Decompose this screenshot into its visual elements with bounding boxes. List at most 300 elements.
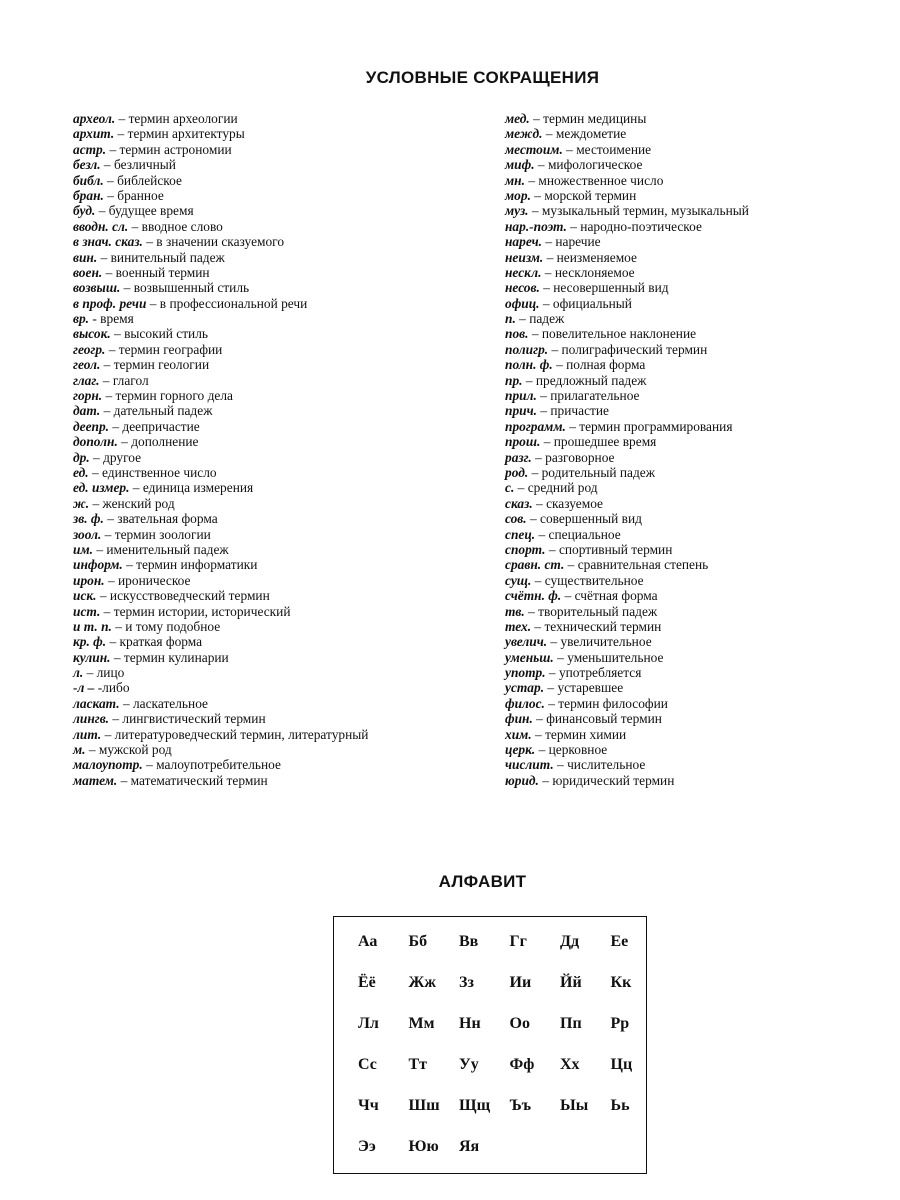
abbreviation-entry	[73, 357, 463, 372]
abbreviation-entry	[73, 203, 463, 218]
abbreviation-entry	[73, 496, 463, 511]
abbreviation-definition: – юридический термин	[538, 772, 675, 788]
abbreviation-entry	[505, 696, 895, 711]
abbreviation-entry	[505, 188, 895, 203]
abbreviation-definition: – существительное	[531, 572, 644, 588]
abbreviation-entry	[505, 604, 895, 619]
abbreviation-definition: – прошедшее время	[540, 434, 657, 450]
abbreviation-definition: – родительный падеж	[528, 464, 655, 480]
abbreviation-term: числит.	[505, 757, 554, 773]
abbreviation-term: в знач. сказ.	[73, 234, 143, 250]
abbreviation-term: неизм.	[505, 249, 544, 265]
abbreviation-definition: – официальный	[539, 295, 632, 311]
abbreviation-term: и т. п.	[73, 618, 112, 634]
abbreviation-term: ед.	[73, 464, 89, 480]
abbreviation-entry	[73, 604, 463, 619]
alphabet-letter: Вв	[459, 933, 479, 950]
abbreviation-definition: – неизменяемое	[543, 249, 637, 265]
alphabet-letter: Ээ	[358, 1138, 376, 1155]
abbreviation-term: л.	[73, 665, 84, 681]
abbreviation-definition: – местоимение	[562, 141, 652, 157]
abbreviation-entry	[73, 757, 463, 772]
abbreviation-definition: – термин архитектуры	[114, 126, 245, 142]
alphabet-letter: Аа	[358, 933, 378, 950]
abbreviation-entry	[505, 450, 895, 465]
abbreviation-entry	[73, 773, 463, 788]
alphabet-letter: Нн	[459, 1015, 481, 1032]
abbreviation-definition: – финансовый термин	[532, 711, 662, 727]
abbreviation-entry	[73, 234, 463, 249]
abbreviation-entry	[505, 557, 895, 572]
abbreviation-entry	[73, 742, 463, 757]
abbreviation-entry	[73, 588, 463, 603]
abbreviation-entry	[505, 342, 895, 357]
abbreviation-entry	[505, 403, 895, 418]
abbreviation-definition: – военный термин	[102, 264, 210, 280]
abbreviation-definition: – термин горного дела	[102, 388, 233, 404]
abbreviation-term: информ.	[73, 557, 123, 573]
abbreviation-definition: – устаревшее	[544, 680, 624, 696]
abbreviation-definition: – термин археологии	[115, 111, 238, 126]
abbreviation-definition: – возвышенный стиль	[120, 280, 250, 296]
abbreviation-entry	[505, 157, 895, 172]
abbreviation-entry	[505, 573, 895, 588]
alphabet-letter: Ии	[509, 974, 532, 991]
abbreviation-definition: – термин медицины	[529, 111, 647, 126]
abbreviation-entry	[505, 311, 895, 326]
abbreviation-term: иск.	[73, 588, 97, 604]
abbreviation-entry	[73, 265, 463, 280]
alphabet-letter: Хх	[560, 1056, 580, 1073]
alphabet-letter: Фф	[509, 1056, 535, 1073]
abbreviation-entry	[505, 634, 895, 649]
abbreviations-left-column	[73, 111, 463, 788]
abbreviation-term: дополн.	[73, 434, 118, 450]
alphabet-letter: Оо	[509, 1015, 530, 1032]
abbreviation-term: лингв.	[73, 711, 110, 727]
abbreviation-term: употр.	[505, 665, 546, 681]
abbreviation-term: местоим.	[505, 141, 563, 157]
alphabet-letter: Зз	[459, 974, 474, 991]
abbreviation-definition: – лицо	[83, 665, 125, 681]
abbreviation-term: устар.	[505, 680, 545, 696]
abbreviation-definition: – термин географии	[105, 341, 223, 357]
abbreviation-definition: – единственное число	[88, 464, 217, 480]
alphabet-letter: Цц	[610, 1056, 633, 1073]
abbreviation-entry	[505, 527, 895, 542]
abbreviation-term: офиц.	[505, 295, 540, 311]
abbreviations-title: УСЛОВНЫЕ СОКРАЩЕНИЯ	[365, 68, 600, 87]
abbreviation-entry	[73, 388, 463, 403]
abbreviation-entry	[505, 373, 895, 388]
abbreviation-definition: – другое	[89, 449, 142, 465]
abbreviation-definition: – совершенный вид	[526, 511, 642, 527]
abbreviations-right-column	[505, 111, 895, 788]
abbreviation-entry	[73, 557, 463, 572]
abbreviation-term: муз.	[505, 203, 529, 219]
abbreviation-definition: – полная форма	[552, 357, 646, 373]
abbreviation-term: прил.	[505, 388, 537, 404]
alphabet-letter: Уу	[459, 1056, 479, 1073]
abbreviation-term: межд.	[505, 126, 543, 142]
alphabet-letter: Йй	[560, 974, 582, 991]
abbreviation-definition: - время	[89, 311, 134, 327]
abbreviation-term: матем.	[73, 772, 118, 788]
abbreviation-definition: – повелительное наклонение	[528, 326, 697, 342]
abbreviation-entry	[505, 650, 895, 665]
abbreviation-term: фин.	[505, 711, 533, 727]
abbreviation-term: мед.	[505, 111, 530, 126]
abbreviation-definition: – библейское	[103, 172, 182, 188]
abbreviation-entry	[73, 280, 463, 295]
abbreviation-definition: – междометие	[542, 126, 627, 142]
abbreviation-term: спорт.	[505, 541, 546, 557]
abbreviation-definition: – деепричастие	[109, 418, 200, 434]
abbreviation-term: др.	[73, 449, 90, 465]
abbreviation-entry	[505, 773, 895, 788]
abbreviation-definition: – математический термин	[117, 772, 268, 788]
abbreviation-term: вводн. сл.	[73, 218, 129, 234]
alphabet-letter: Ьь	[610, 1097, 630, 1114]
abbreviation-term: возвыш.	[73, 280, 121, 296]
abbreviation-definition: – ласкательное	[119, 695, 209, 711]
alphabet-letter: Гг	[509, 933, 527, 950]
abbreviation-term: программ.	[505, 418, 566, 434]
abbreviation-term: юрид.	[505, 772, 539, 788]
alphabet-letter: Бб	[408, 933, 428, 950]
abbreviation-term: -л –	[73, 680, 95, 696]
abbreviation-term: малоупотр.	[73, 757, 143, 773]
abbreviation-entry	[505, 496, 895, 511]
abbreviation-definition: – термин зоологии	[101, 526, 211, 542]
abbreviation-entry	[73, 126, 463, 141]
abbreviation-term: нареч.	[505, 234, 542, 250]
abbreviation-definition: – уменьшительное	[553, 649, 664, 665]
abbreviation-entry	[73, 711, 463, 726]
abbreviation-term: счётн. ф.	[505, 588, 562, 604]
abbreviation-entry	[73, 527, 463, 542]
abbreviation-entry	[505, 265, 895, 280]
abbreviation-term: дат.	[73, 403, 101, 419]
abbreviation-term: вин.	[73, 249, 98, 265]
abbreviation-term: хим.	[505, 726, 532, 742]
abbreviation-term: зв. ф.	[73, 511, 104, 527]
abbreviation-definition: – в значении сказуемого	[142, 234, 285, 250]
abbreviation-definition: -либо	[94, 680, 130, 696]
abbreviation-term: воен.	[73, 264, 103, 280]
abbreviation-entry	[505, 588, 895, 603]
abbreviation-definition: – сказуемое	[532, 495, 603, 511]
abbreviation-entry	[73, 142, 463, 157]
alphabet-letter: Яя	[459, 1138, 480, 1155]
abbreviation-entry	[73, 250, 463, 265]
abbreviation-entry	[73, 619, 463, 634]
abbreviation-entry	[505, 111, 895, 126]
abbreviation-entry	[73, 727, 463, 742]
abbreviation-term: филос.	[505, 695, 545, 711]
abbreviation-term: сов.	[505, 511, 527, 527]
abbreviation-term: увелич.	[505, 634, 548, 650]
abbreviation-entry	[73, 634, 463, 649]
abbreviation-definition: – мужской род	[85, 742, 172, 758]
abbreviation-term: ед. измер.	[73, 480, 130, 496]
alphabet-letter: Ёё	[358, 974, 376, 991]
abbreviation-definition: – единица измерения	[129, 480, 254, 496]
abbreviation-definition: – прилагательное	[536, 388, 640, 404]
abbreviation-entry	[505, 234, 895, 249]
abbreviation-term: род.	[505, 464, 529, 480]
alphabet-letter: Щщ	[459, 1097, 491, 1114]
abbreviation-entry	[505, 296, 895, 311]
abbreviation-definition: – творительный падеж	[524, 603, 658, 619]
abbreviation-definition: – ироническое	[104, 572, 191, 588]
abbreviation-definition: – термин программирования	[565, 418, 733, 434]
abbreviation-term: пов.	[505, 326, 529, 342]
abbreviation-entry	[505, 142, 895, 157]
abbreviation-term: ирон.	[73, 572, 105, 588]
alphabet-letter: Мм	[408, 1015, 435, 1032]
abbreviation-entry	[505, 388, 895, 403]
abbreviation-entry	[505, 419, 895, 434]
abbreviation-definition: – термин философии	[544, 695, 668, 711]
abbreviation-term: м.	[73, 742, 86, 758]
abbreviation-entry	[505, 280, 895, 295]
abbreviation-term: уменьш.	[505, 649, 554, 665]
abbreviation-entry	[73, 157, 463, 172]
abbreviation-term: тв.	[505, 603, 525, 619]
abbreviation-entry	[73, 650, 463, 665]
abbreviation-entry	[73, 342, 463, 357]
abbreviation-definition: – падеж	[515, 311, 565, 327]
abbreviation-entry	[505, 680, 895, 695]
abbreviation-entry	[73, 403, 463, 418]
abbreviation-term: кр. ф.	[73, 634, 107, 650]
abbreviation-definition: – термин химии	[531, 726, 627, 742]
abbreviation-definition: – причастие	[536, 403, 609, 419]
abbreviation-definition: – спортивный термин	[545, 541, 673, 557]
abbreviation-entry	[73, 373, 463, 388]
abbreviation-term: безл.	[73, 157, 101, 173]
abbreviation-definition: – морской термин	[530, 187, 637, 203]
abbreviation-entry	[505, 727, 895, 742]
abbreviation-entry	[73, 573, 463, 588]
alphabet-letter: Жж	[408, 974, 436, 991]
abbreviation-definition: – музыкальный термин, музыкальный	[528, 203, 749, 219]
abbreviation-term: буд.	[73, 203, 96, 219]
abbreviation-entry	[73, 188, 463, 203]
abbreviation-definition: – глагол	[99, 372, 149, 388]
abbreviation-entry	[505, 434, 895, 449]
abbreviation-entry	[73, 480, 463, 495]
abbreviation-entry	[505, 250, 895, 265]
abbreviation-term: бран.	[73, 187, 104, 203]
abbreviation-entry	[73, 450, 463, 465]
abbreviation-definition: – винительный падеж	[97, 249, 225, 265]
alphabet-letter: Рр	[610, 1015, 630, 1032]
abbreviation-definition: – малоупотребительное	[142, 757, 281, 773]
abbreviation-term: с.	[505, 480, 515, 496]
abbreviation-definition: – средний род	[514, 480, 598, 496]
abbreviation-entry	[73, 311, 463, 326]
abbreviation-entry	[505, 542, 895, 557]
abbreviation-entry	[73, 219, 463, 234]
alphabet-letter: Кк	[610, 974, 632, 991]
abbreviation-term: нескл.	[505, 264, 542, 280]
alphabet-letter: Юю	[408, 1138, 439, 1155]
abbreviation-entry	[73, 173, 463, 188]
abbreviation-definition: – именительный падеж	[92, 541, 229, 557]
abbreviation-definition: – искусствоведческий термин	[96, 588, 270, 604]
abbreviation-entry	[505, 511, 895, 526]
abbreviation-definition: – несовершенный вид	[539, 280, 669, 296]
abbreviation-term: несов.	[505, 280, 540, 296]
abbreviation-term: вр.	[73, 311, 90, 327]
abbreviation-term: библ.	[73, 172, 104, 188]
abbreviation-term: лит.	[73, 726, 102, 742]
abbreviation-entry	[505, 465, 895, 480]
abbreviation-entry	[505, 126, 895, 141]
abbreviation-definition: – лингвистический термин	[109, 711, 266, 727]
abbreviation-definition: – женский род	[89, 495, 175, 511]
abbreviation-term: в проф. речи	[73, 295, 147, 311]
abbreviation-term: нар.-поэт.	[505, 218, 567, 234]
abbreviation-definition: – разговорное	[531, 449, 615, 465]
abbreviation-definition: – и тому подобное	[111, 618, 221, 634]
abbreviation-entry	[73, 419, 463, 434]
abbreviation-definition: – звательная форма	[103, 511, 218, 527]
abbreviation-term: зоол.	[73, 526, 102, 542]
abbreviation-definition: – будущее время	[95, 203, 194, 219]
alphabet-letter: Шш	[408, 1097, 440, 1114]
abbreviation-definition: – специальное	[535, 526, 621, 542]
abbreviation-entry	[73, 465, 463, 480]
abbreviation-entry	[73, 680, 463, 695]
abbreviation-term: ласкат.	[73, 695, 120, 711]
abbreviation-definition: – счётная форма	[561, 588, 658, 604]
abbreviation-definition: – технический термин	[531, 618, 662, 634]
abbreviation-definition: – термин информатики	[122, 557, 258, 573]
abbreviation-definition: – дательный падеж	[100, 403, 213, 419]
abbreviation-definition: – термин кулинарии	[110, 649, 229, 665]
abbreviation-term: сказ.	[505, 495, 533, 511]
abbreviation-term: прош.	[505, 434, 541, 450]
abbreviation-term: глаг.	[73, 372, 100, 388]
abbreviation-term: полн. ф.	[505, 357, 553, 373]
alphabet-letter: Лл	[358, 1015, 379, 1032]
abbreviation-entry	[505, 619, 895, 634]
abbreviation-term: деепр.	[73, 418, 110, 434]
abbreviation-entry	[505, 219, 895, 234]
abbreviation-term: геогр.	[73, 341, 106, 357]
alphabet-letter: Дд	[560, 933, 580, 950]
abbreviation-definition: – народно-поэтическое	[566, 218, 702, 234]
alphabet-letter: Пп	[560, 1015, 582, 1032]
abbreviation-term: миф.	[505, 157, 535, 173]
abbreviation-entry	[505, 711, 895, 726]
abbreviation-definition: – термин геологии	[100, 357, 210, 373]
abbreviation-definition: – вводное слово	[128, 218, 223, 234]
abbreviation-entry	[505, 742, 895, 757]
abbreviation-entry	[73, 111, 463, 126]
alphabet-letter: Ыы	[560, 1097, 589, 1114]
abbreviation-term: полигр.	[505, 341, 549, 357]
abbreviation-entry	[505, 203, 895, 218]
abbreviation-term: ж.	[73, 495, 90, 511]
abbreviation-term: разг.	[505, 449, 532, 465]
alphabet-letter: Чч	[358, 1097, 379, 1114]
abbreviation-entry	[73, 665, 463, 680]
alphabet-title: АЛФАВИТ	[438, 872, 527, 891]
abbreviation-entry	[73, 542, 463, 557]
abbreviation-term: мор.	[505, 187, 531, 203]
alphabet-letter: Ъъ	[509, 1097, 532, 1114]
abbreviation-entry	[505, 480, 895, 495]
abbreviation-term: сущ.	[505, 572, 532, 588]
abbreviation-entry	[73, 511, 463, 526]
abbreviation-term: ист.	[73, 603, 101, 619]
abbreviation-term: тех.	[505, 618, 532, 634]
alphabet-letter: Сс	[358, 1056, 377, 1073]
abbreviation-term: церк.	[505, 742, 536, 758]
abbreviation-definition: – числительное	[553, 757, 646, 773]
abbreviation-entry	[73, 326, 463, 341]
abbreviation-definition: – безличный	[100, 157, 176, 173]
abbreviation-term: мн.	[505, 172, 525, 188]
abbreviation-definition: – наречие	[541, 234, 601, 250]
abbreviation-term: спец.	[505, 526, 536, 542]
abbreviation-definition: – сравнительная степень	[564, 557, 709, 573]
abbreviation-term: горн.	[73, 388, 103, 404]
abbreviation-definition: – церковное	[535, 742, 608, 758]
abbreviation-definition: – несклоняемое	[541, 264, 635, 280]
abbreviation-term: прич.	[505, 403, 537, 419]
abbreviation-term: геол.	[73, 357, 101, 373]
abbreviation-entry	[505, 357, 895, 372]
abbreviation-entry	[505, 757, 895, 772]
abbreviation-definition: – термин астрономии	[106, 141, 232, 157]
abbreviation-term: археол.	[73, 111, 116, 126]
abbreviation-term: пр.	[505, 372, 523, 388]
abbreviation-entry	[505, 326, 895, 341]
abbreviation-entry	[73, 296, 463, 311]
abbreviation-definition: – в профессиональной речи	[146, 295, 308, 311]
abbreviation-term: п.	[505, 311, 516, 327]
abbreviation-definition: – термин истории, исторический	[100, 603, 291, 619]
abbreviation-definition: – мифологическое	[534, 157, 643, 173]
abbreviation-entry	[73, 696, 463, 711]
abbreviation-term: архит.	[73, 126, 115, 142]
abbreviation-definition: – дополнение	[117, 434, 199, 450]
abbreviation-definition: – употребляется	[545, 665, 642, 681]
abbreviation-entry	[505, 173, 895, 188]
abbreviation-entry	[505, 665, 895, 680]
abbreviation-term: высок.	[73, 326, 111, 342]
abbreviation-term: им.	[73, 541, 93, 557]
abbreviation-definition: – полиграфический термин	[548, 341, 708, 357]
abbreviation-definition: – высокий стиль	[110, 326, 209, 342]
alphabet-letter: Ее	[610, 933, 629, 950]
abbreviation-definition: – увеличительное	[547, 634, 652, 650]
abbreviation-definition: – предложный падеж	[522, 372, 647, 388]
abbreviation-definition: – литературоведческий термин, литературный	[101, 726, 369, 742]
abbreviation-definition: – бранное	[103, 187, 164, 203]
alphabet-table	[333, 916, 647, 1174]
abbreviation-definition: – краткая форма	[106, 634, 203, 650]
abbreviation-term: кулин.	[73, 649, 111, 665]
abbreviation-definition: – множественное число	[524, 172, 664, 188]
alphabet-letter: Тт	[408, 1056, 428, 1073]
abbreviation-term: сравн. ст.	[505, 557, 565, 573]
